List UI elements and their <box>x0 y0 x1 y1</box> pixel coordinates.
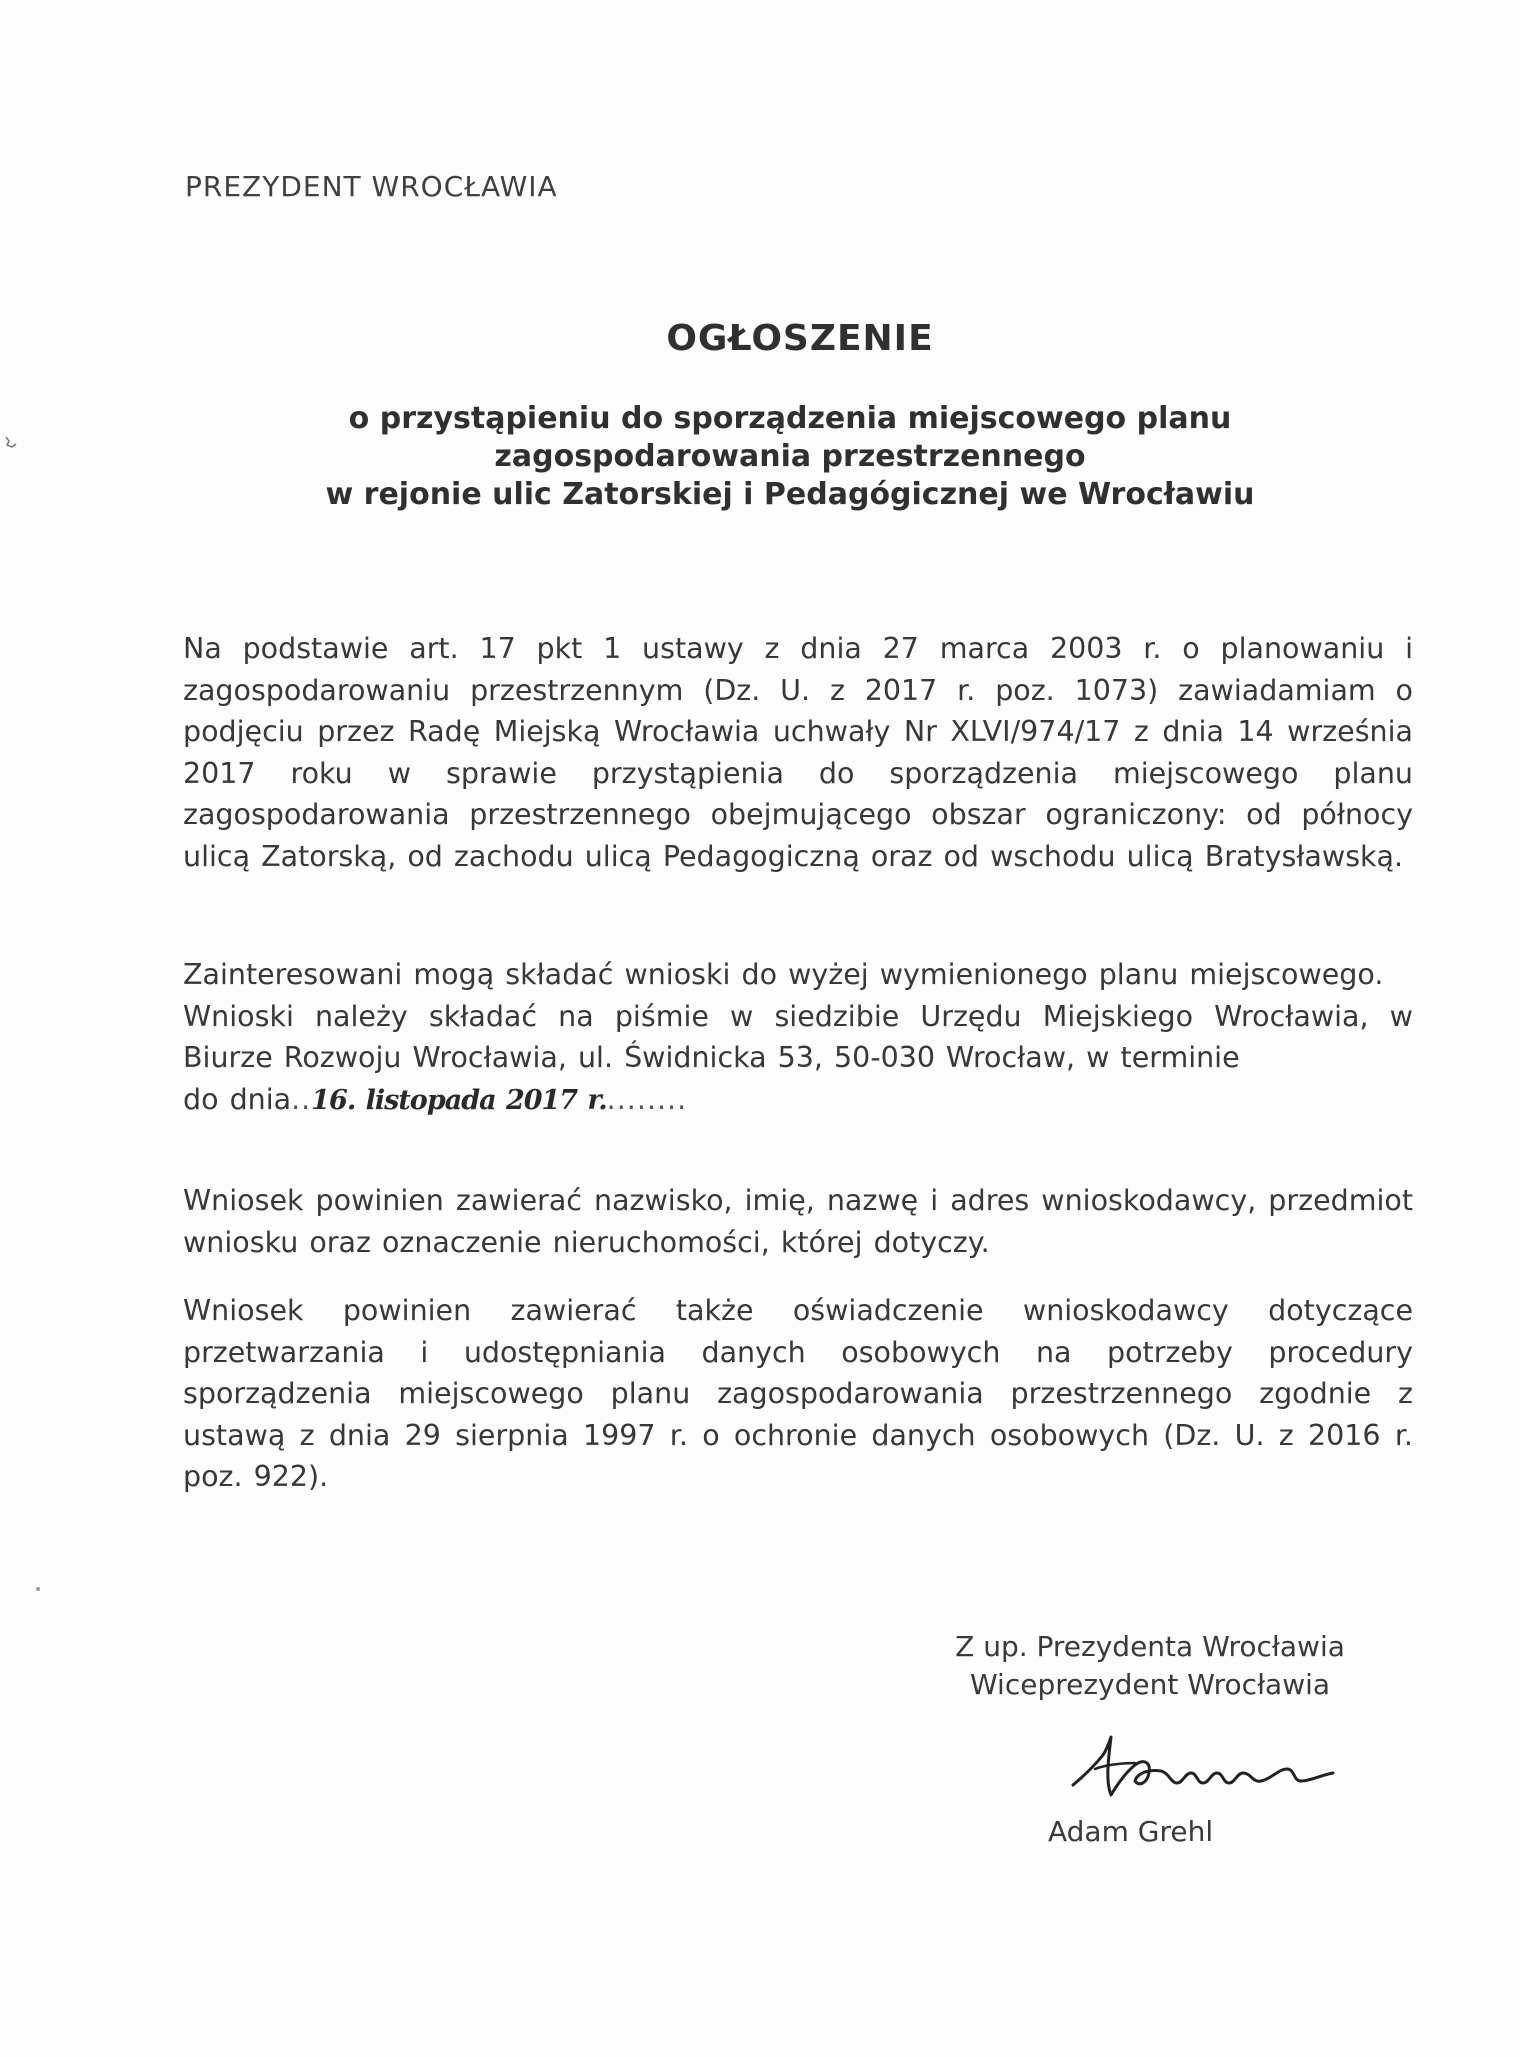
scan-speck <box>4 435 18 449</box>
signature-line-2: Wiceprezydent Wrocławia <box>969 1668 1331 1701</box>
submission-intro: Zainteresowani mogą składać wnioski do wyżej wymienionego planu miejscowego. <box>183 958 1384 991</box>
issuer-heading: PREZYDENT WROCŁAWIA <box>185 170 558 203</box>
signature-crossbar <box>1095 1763 1135 1769</box>
paragraph-application-contents: Wniosek powinien zawierać nazwisko, imię, nazwę i adres wnioskodawcy, przedmiot wniosku oraz oznaczenie nieruchomości, której dotyczy. <box>183 1184 1413 1259</box>
signature-stroke <box>1073 1737 1333 1795</box>
document-subtitle <box>230 400 1350 514</box>
handwritten-signature <box>1065 1725 1365 1815</box>
signature-line-1: Z up. Prezydenta Wrocławia <box>955 1630 1345 1663</box>
deadline-handwritten-date: 16. listopada 2017 r. <box>311 1084 607 1116</box>
scan-dot <box>36 1587 40 1591</box>
paragraph-legal-basis: Na podstawie art. 17 pkt 1 ustawy z dnia 27 marca 2003 r. o planowaniu i zagospodarowaniu przestrzennym (Dz. U. z 2017 r. poz. 1073) zawiadamiam o podjęciu przez Radę Miejską Wrocławia uchwały Nr XLVI/974/17 z dnia 14 września 2017 roku w sprawie przystąpienia do sporządzenia miejscowego planu zagospodarowania przestrzennego obejmującego obszar ograniczony: od północy ulicą Zatorską, od zachodu ulicą Pedagogiczną oraz od wschodu ulicą Bratysławską. <box>183 632 1413 873</box>
paragraph-data-protection: Wniosek powinien zawierać także oświadczenie wnioskodawcy dotyczące przetwarzania i udostępniania danych osobowych na potrzeby procedury sporządzenia miejscowego planu zagospodarowania przestrzennego zgodnie z ustawą z dnia 29 sierpnia 1997 r. o ochronie danych osobowych (Dz. U. z 2016 r. poz. 922). <box>183 1294 1413 1493</box>
signer-name: Adam Grehl <box>1048 1815 1214 1848</box>
subtitle-line-3: w rejonie ulic Zatorskiej i Pedagógicznej we Wrocławiu <box>325 477 1255 512</box>
deadline-prefix: do dnia <box>183 1082 292 1116</box>
deadline-line <box>183 1079 1413 1122</box>
document-title: OGŁOSZENIE <box>666 318 934 359</box>
paragraph-submission <box>183 954 1413 1121</box>
subtitle-line-1: o przystąpieniu do sporządzenia miejscowego planu <box>348 401 1232 436</box>
deadline-dots-before: .. <box>291 1082 312 1116</box>
deadline-dots-after: ........ <box>606 1082 688 1116</box>
signature-authority <box>900 1628 1400 1704</box>
subtitle-line-2: zagospodarowania przestrzennego <box>494 439 1086 474</box>
submission-details: Wnioski należy składać na piśmie w siedzibie Urzędu Miejskiego Wrocławia, w Biurze Rozwoju Wrocławia, ul. Świdnicka 53, 50-030 Wrocław, w terminie <box>183 999 1413 1074</box>
